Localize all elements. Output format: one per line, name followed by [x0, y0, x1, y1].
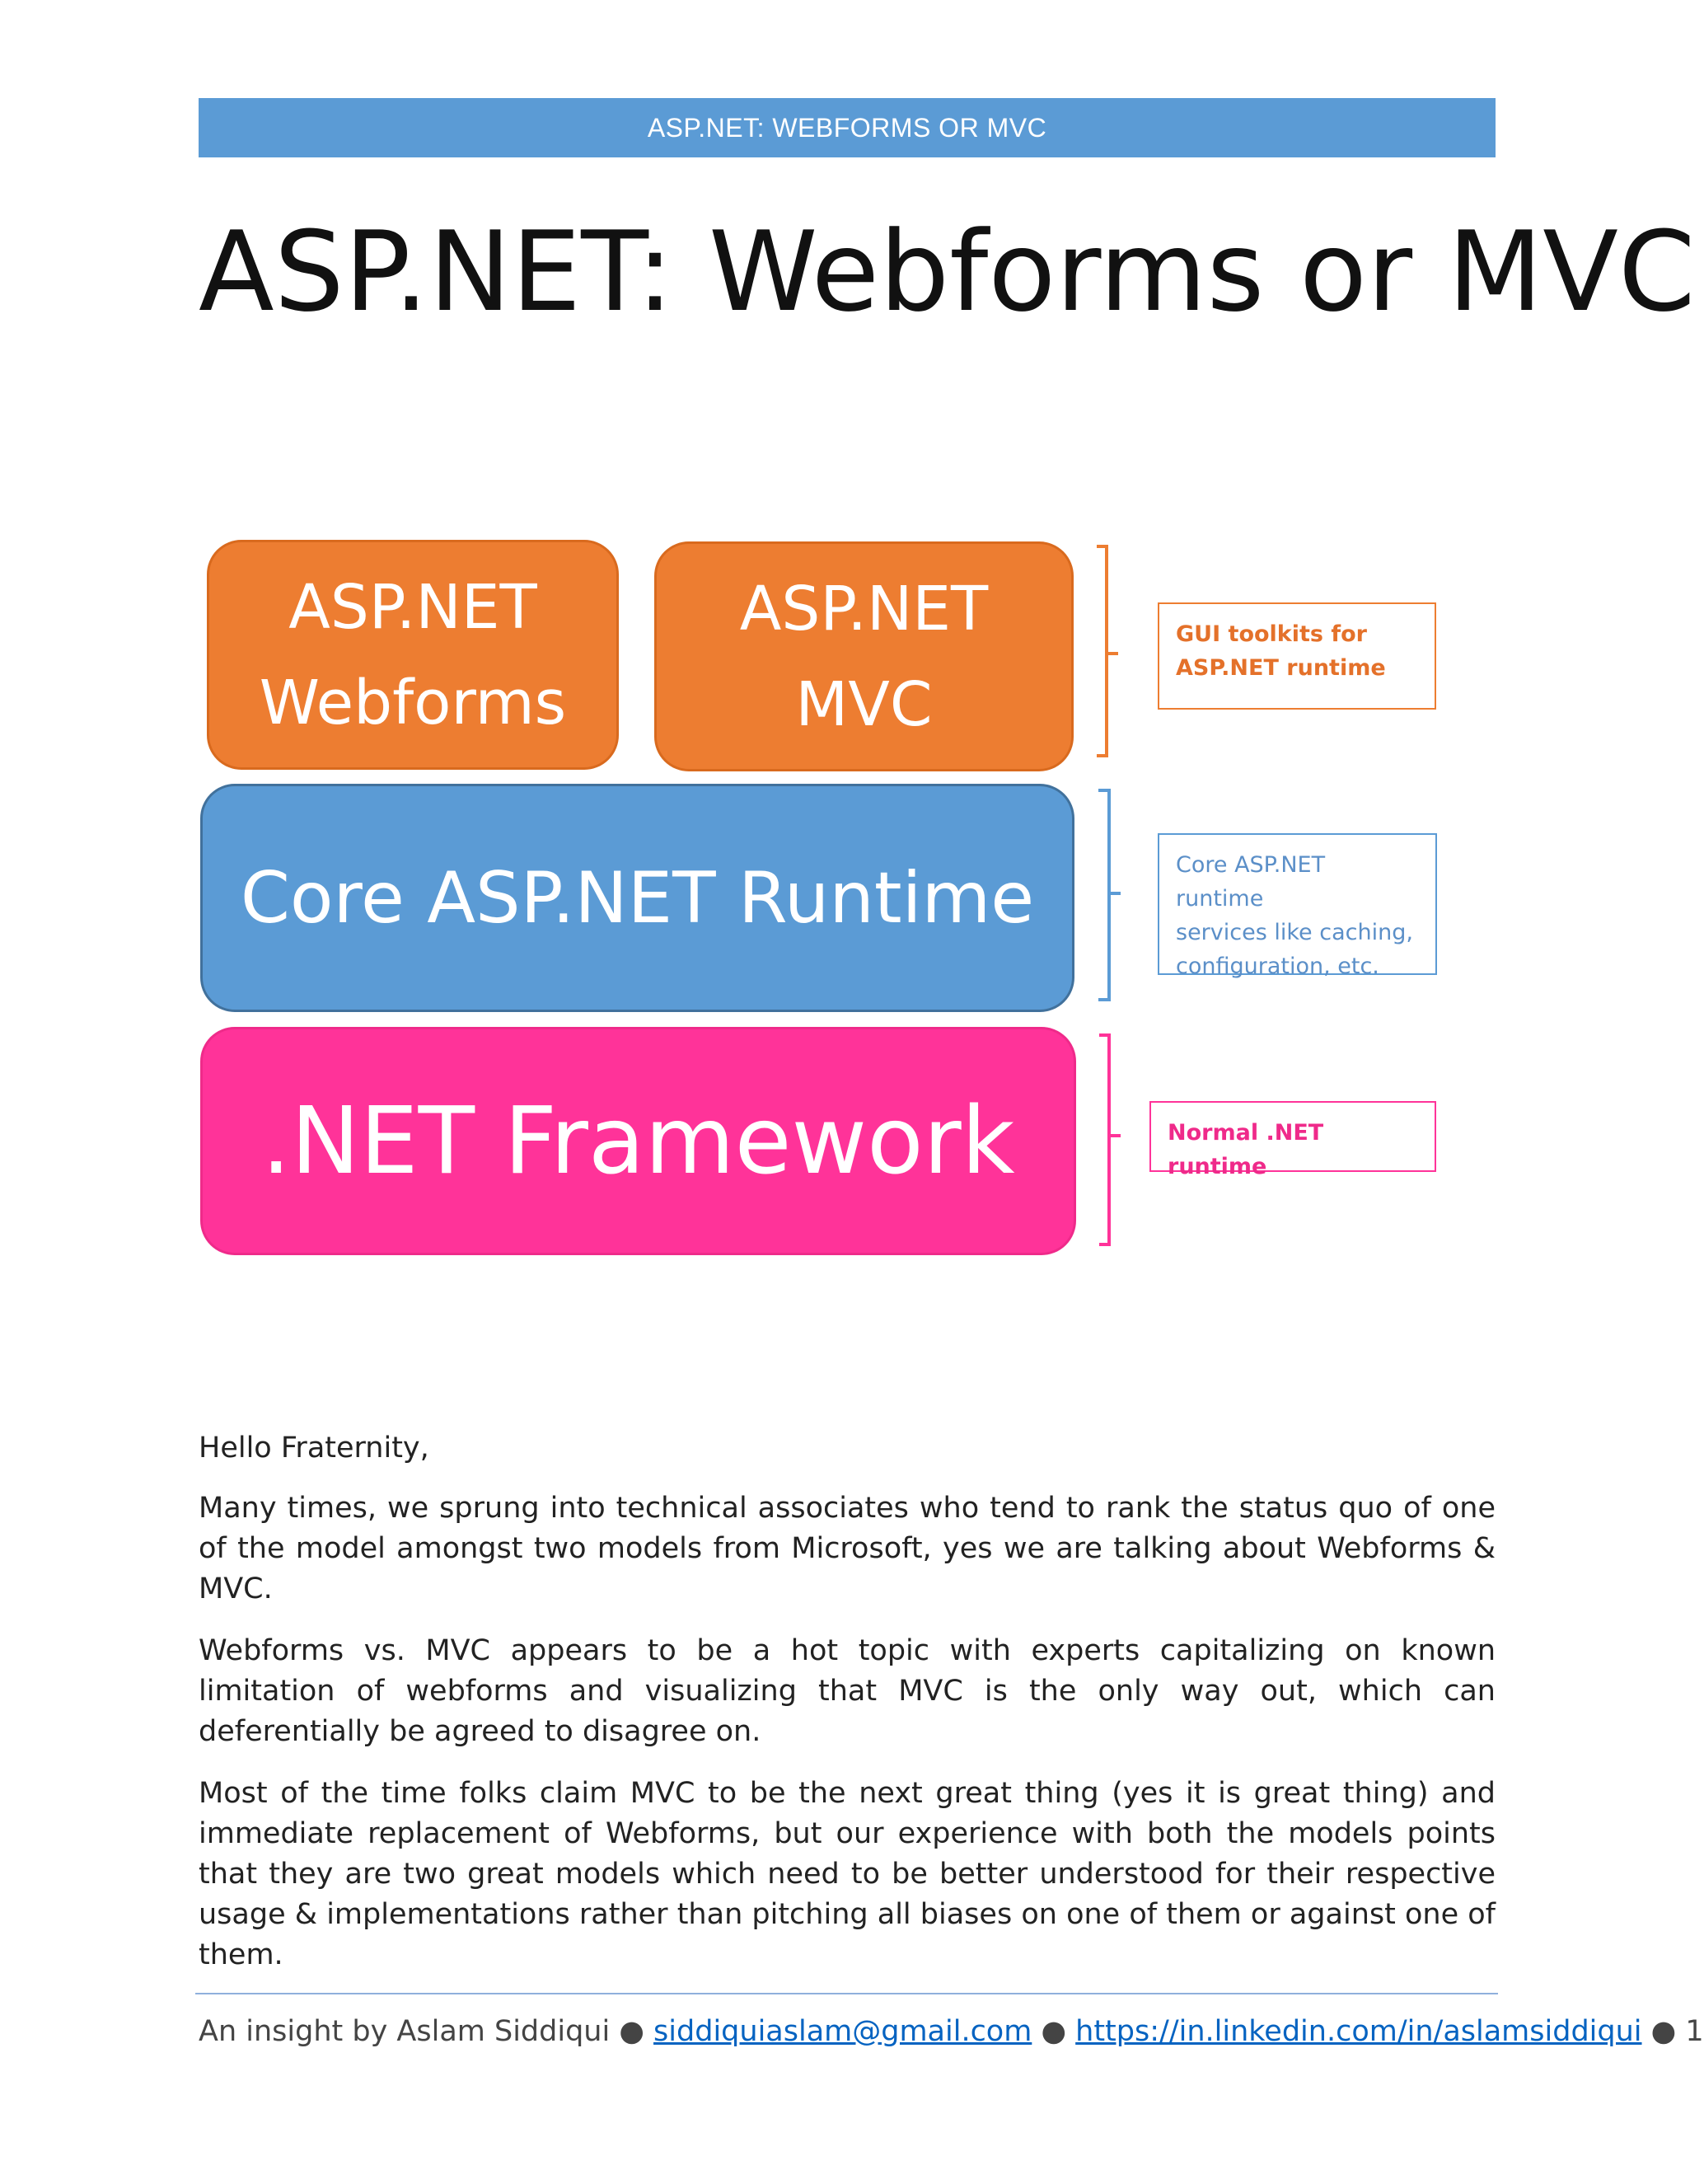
callout-gui-toolkits — [1158, 602, 1436, 710]
paragraph: Most of the time folks claim MVC to be the next great thing (yes it is great thing) and immediate replacement of Webforms, but our experience with both the models points that they are two great models which need to be better understood for their respective usage & implementations rather than pitching all biases on one of them or against one of them. — [199, 1777, 1496, 1971]
block-label: Core ASP.NET Runtime — [240, 856, 1035, 940]
brace-gui-toolkits — [1097, 546, 1118, 756]
footer-author: An insight by Aslam Siddiqui — [199, 2015, 611, 2048]
callout-line: GUI toolkits for — [1176, 621, 1367, 647]
email-link[interactable]: siddiquiaslam@gmail.com — [653, 2015, 1032, 2048]
block-label: MVC — [795, 668, 933, 740]
page-footer — [199, 2011, 1704, 2052]
page-number: 1 — [1685, 2015, 1704, 2048]
callout-line: services like caching, — [1176, 920, 1413, 945]
block-label: ASP.NET — [739, 573, 989, 644]
callout-line: Normal .NET runtime — [1168, 1120, 1324, 1179]
footer-separator: ● — [619, 2015, 644, 2048]
callout-line: ASP.NET runtime — [1176, 655, 1386, 681]
paragraph: Many times, we sprung into technical associates who tend to rank the status quo of one of the model amongst two models from Microsoft, yes we are talking about Webforms & MVC. — [199, 1492, 1496, 1605]
footer-separator: ● — [1041, 2015, 1067, 2048]
callout-core-runtime — [1158, 833, 1437, 979]
callout-line: configuration, etc. — [1176, 954, 1379, 979]
running-header-text: ASP.NET: WEBFORMS OR MVC — [647, 112, 1047, 143]
callout-line: Core ASP.NET runtime — [1176, 852, 1326, 912]
block-label: ASP.NET — [288, 571, 537, 643]
body-text — [199, 1428, 1496, 1997]
block-label: Webforms — [259, 667, 567, 738]
callout-net-runtime — [1149, 1101, 1436, 1179]
document-title: ASP.NET: Webforms or MVC — [199, 208, 1696, 336]
paragraph: Webforms vs. MVC appears to be a hot topic with experts capitalizing on known limitation of webforms and visualizing that MVC is the only way out, which can deferentially be agreed to disagree on. — [199, 1634, 1496, 1748]
greeting: Hello Fraternity, — [199, 1432, 429, 1465]
footer-divider — [195, 1993, 1498, 1994]
linkedin-link[interactable]: https://in.linkedin.com/in/aslamsiddiqui — [1075, 2015, 1642, 2048]
brace-net-framework — [1099, 1035, 1121, 1244]
footer-separator: ● — [1650, 2015, 1677, 2048]
brace-core-runtime — [1098, 790, 1121, 1000]
block-label: .NET Framework — [261, 1087, 1015, 1195]
